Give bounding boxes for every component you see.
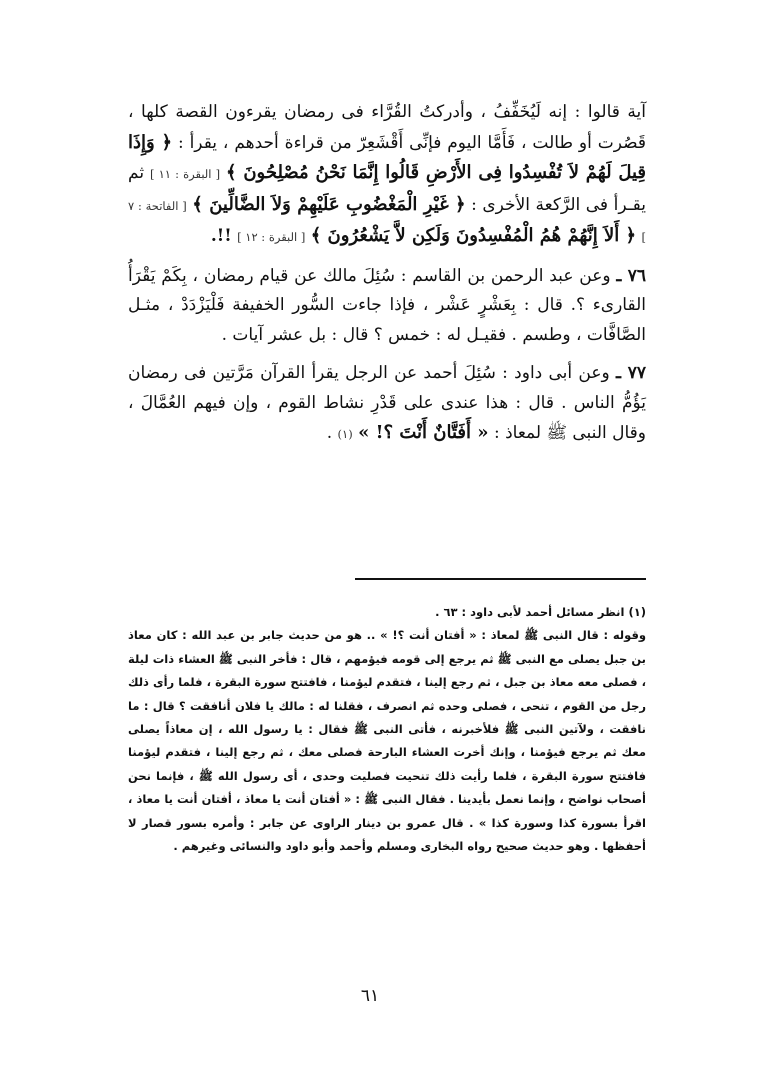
- paragraph-text: وعن عبد الرحمن بن القاسم : سُئِلَ مالك عن قيام رمضان ، بِكَمْ يَقْرَأُ القارىء ؟. قال : بِعَشْرٍ عَشْر ، فإذا جاءت السُّور الخفيفة فَلْيَزْدَدْ ، مثـل الصَّافَّات ، وطسم . فقيـل له : خمس ؟ قال : بل عشر آيات .: [128, 265, 646, 345]
- item-number: ٧٦ ـ: [616, 265, 646, 286]
- footnote-hadith: وقوله : قال النبى ﷺ لمعاذ : « أفتان أنت ؟! » .. هو من حديث جابر بن عبد الله : كان معاذ بن جبل يصلى مع النبى ﷺ ثم يرجع إلى قومه فيؤمهم ، قال : فأخر النبى ﷺ العشاء ذات ليلة ، فصلى معه معاذ بن جبل ، ثم رجع إلينا ، فتقدم ليؤمنا ، فافتتح سورة البقرة ، فلما رأى ذلك رجل من القوم ، تنحى ، فصلى وحده ثم انصرف ، فقلنا له : مالك يا فلان أنافقت ؟ قال : ما نافقت ، ولآتين النبى ﷺ فلأخبرنه ، فأتى النبى ﷺ فقال : يا رسول الله ، إن معاذاً يصلى معك ثم يرجع فيؤمنا ، وإنك أخرت العشاء البارحة فصلى معك ، ثم رجع إلينا ، فتقدم ليؤمنا فافتتح سورة البقرة ، فلما رأيت ذلك تنحيت فصليت وحدى ، أى رسول الله ﷺ ، فإنما نحن أصحاب نواضح ، وإنما نعمل بأيدينا . فقال النبى ﷺ : « أفتان أنت يا معاذ ، أفتان أنت يا معاذ ، اقرأ بسورة كذا وسورة كذا » . قال عمرو بن دينار الراوى عن جابر : وأمره بسور قصار لا أحفظها . وهو حديث صحيح رواه البخارى ومسلم وأحمد وأبو داود والنسائى وغيرهم .: [128, 628, 646, 854]
- paragraph-text: !!.: [210, 226, 232, 246]
- quran-verse: ﴿ وَإِذَا قِيلَ لَهُمْ لاَ تُفْسِدُوا فِى الأَرْضِ قَالُوا إِنَّمَا نَحْنُ مُصْلِحُونَ ﴾: [128, 131, 646, 183]
- quran-verse: ﴿ أَلاَ إِنَّهُمْ هُمُ الْمُفْسِدُونَ وَلَكِن لاَّ يَشْعُرُونَ ﴾: [310, 225, 637, 246]
- item-number: ٧٧ ـ: [615, 363, 646, 383]
- verse-reference: [ الفاتحة : ٧ ]: [128, 198, 646, 244]
- verse-reference: [ البقرة : ١٢ ]: [237, 230, 306, 244]
- footnotes: [128, 601, 646, 858]
- paragraph-text: .: [326, 423, 333, 443]
- quran-verse: ﴿ غَيْرِ الْمَغْضُوبِ عَلَيْهِمْ وَلاَ الضَّالِّينَ ﴾: [192, 193, 466, 215]
- main-text: [128, 98, 646, 450]
- footnote-source: (١) انظر مسائل أحمد لأبى داود : ٦٣ .: [435, 605, 646, 619]
- paragraph-77: [128, 359, 646, 450]
- paragraph-continuation: [128, 98, 646, 253]
- paragraph-text: آية قالوا : إنه لَيُخَفِّفُ ، وأدركتُ القُرَّاء فى رمضان يقرءون القصة كلها ، قَصُرت أو طالت ، فَأَمَّا اليوم فإنِّى أَقْشَعِرّ من قراءة أحدهم ، يقرأ :: [128, 102, 647, 153]
- paragraph-text: ثم يقـرأ فى الرَّكعة الأخرى :: [128, 163, 647, 215]
- footnote-divider: [355, 578, 646, 580]
- paragraph-text: وعن أبى داود : سُئِلَ أحمد عن الرجل يقرأ القرآن مَرَّتين فى رمضان يَؤُمُّ الناس . قال : هذا عندى على قَدْرِ نشاط القوم ، وإن فيهم العُمَّالَ ، وقال النبى ﷺ لمعاذ :: [128, 363, 646, 443]
- hadith-quote: « أَفَتَّانٌ أَنْتَ ؟! »: [358, 422, 489, 443]
- footnote-marker: (١): [337, 427, 353, 441]
- verse-reference: [ البقرة : ١١ ]: [149, 167, 221, 181]
- page-number: ٦١: [360, 986, 380, 1006]
- paragraph-76: [128, 262, 646, 351]
